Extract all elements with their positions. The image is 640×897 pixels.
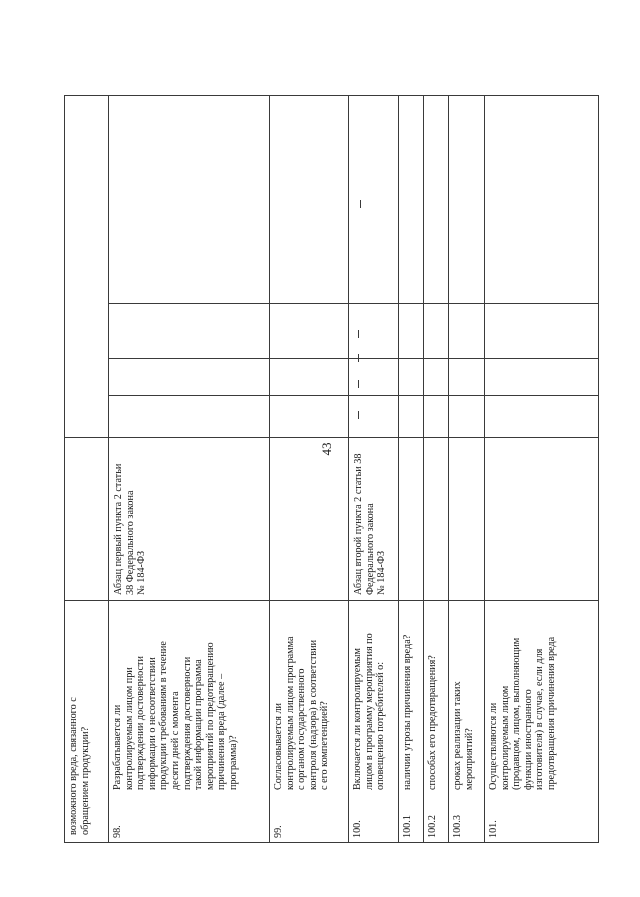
table-border-bottom — [64, 842, 599, 843]
dash-mark — [358, 330, 359, 338]
reference-cell-line: Федерального закона — [364, 503, 376, 595]
row-number: 100. — [352, 820, 363, 838]
question-cell-line: обращением продукции? — [79, 726, 91, 835]
question-cell-line: подтверждения достоверности — [181, 656, 193, 790]
question-cell-line: изготовителя) в случае, если для — [534, 648, 546, 790]
question-cell-line: предотвращения причинения вреда — [545, 636, 557, 790]
question-cell — [448, 95, 484, 790]
question-cell-line: программа)? — [227, 735, 239, 790]
question-cell — [398, 95, 423, 790]
reference-cell-line: № 184-ФЗ — [376, 550, 388, 595]
dash-mark — [360, 200, 361, 208]
question-cell-line: с его компетенцией? — [319, 701, 331, 790]
question-cell — [269, 95, 348, 790]
question-cell-line: контролируемым лицом программа — [284, 636, 296, 790]
table-border-right — [598, 95, 599, 842]
row-number: 100.3 — [452, 815, 463, 838]
question-cell-line: оповещению потребителей о: — [375, 661, 387, 790]
question-cell-line: способах его предотвращения? — [427, 655, 438, 790]
reference-cell-line: № 184-ФЗ — [136, 550, 148, 595]
reference-cell — [108, 95, 269, 595]
question-cell-line: десяти дней с момента — [169, 691, 181, 790]
row-number: 100.1 — [402, 815, 413, 838]
row-number: 100.2 — [427, 815, 438, 838]
row-number: 98. — [112, 825, 123, 838]
question-cell-line: Согласовывается ли — [273, 702, 284, 790]
question-cell-line: наличии угрозы причинения вреда? — [402, 634, 413, 790]
question-cell-line: информации о несоответствии — [146, 657, 158, 790]
question-cell-line: такой информации программа — [193, 659, 205, 790]
dash-mark — [358, 380, 359, 388]
reference-cell-line: Абзац второй пункта 2 статьи 38 — [353, 453, 364, 595]
reference-cell — [348, 95, 398, 595]
question-cell — [64, 95, 108, 835]
dash-mark — [358, 411, 359, 419]
question-cell-line: контроля (надзора) в соответствии — [307, 639, 319, 790]
question-cell-line: контролируемым лицом — [499, 685, 511, 790]
page-number: 43 — [319, 442, 334, 456]
dash-mark — [358, 354, 359, 362]
question-cell-line: мероприятий по предотвращению — [204, 642, 216, 790]
question-cell-line: функции иностранного — [522, 689, 534, 790]
question-cell-line: сроках реализации таких — [452, 681, 463, 790]
question-cell-line: контролируемым лицом при — [123, 667, 135, 790]
question-cell-line: Включается ли контролируемым — [352, 648, 363, 790]
question-cell-line: лицом в программу мероприятия по — [363, 633, 375, 790]
question-cell — [423, 95, 448, 790]
question-cell-line: продукции требованиям в течение — [158, 641, 170, 790]
question-cell-line: (продавцом, лицом, выполняющим — [511, 637, 523, 790]
row-number: 101. — [488, 820, 499, 838]
question-cell-line: мероприятий? — [463, 728, 475, 790]
question-cell-line: возможного вреда, связанного с — [68, 697, 79, 835]
reference-cell-line: Абзац первый пункта 2 статьи — [113, 463, 124, 595]
question-cell-line: Осуществляются ли — [488, 702, 499, 790]
question-cell-line: Разрабатывается ли — [112, 704, 123, 790]
question-cell-line: подтверждении достоверности — [135, 656, 147, 790]
question-cell-line: с органом государственного — [296, 668, 308, 790]
question-cell-line: причинения вреда (далее – — [216, 673, 228, 790]
question-cell — [484, 95, 598, 790]
row-number: 99. — [273, 825, 284, 838]
reference-cell-line: 38 Федерального закона — [124, 490, 136, 595]
